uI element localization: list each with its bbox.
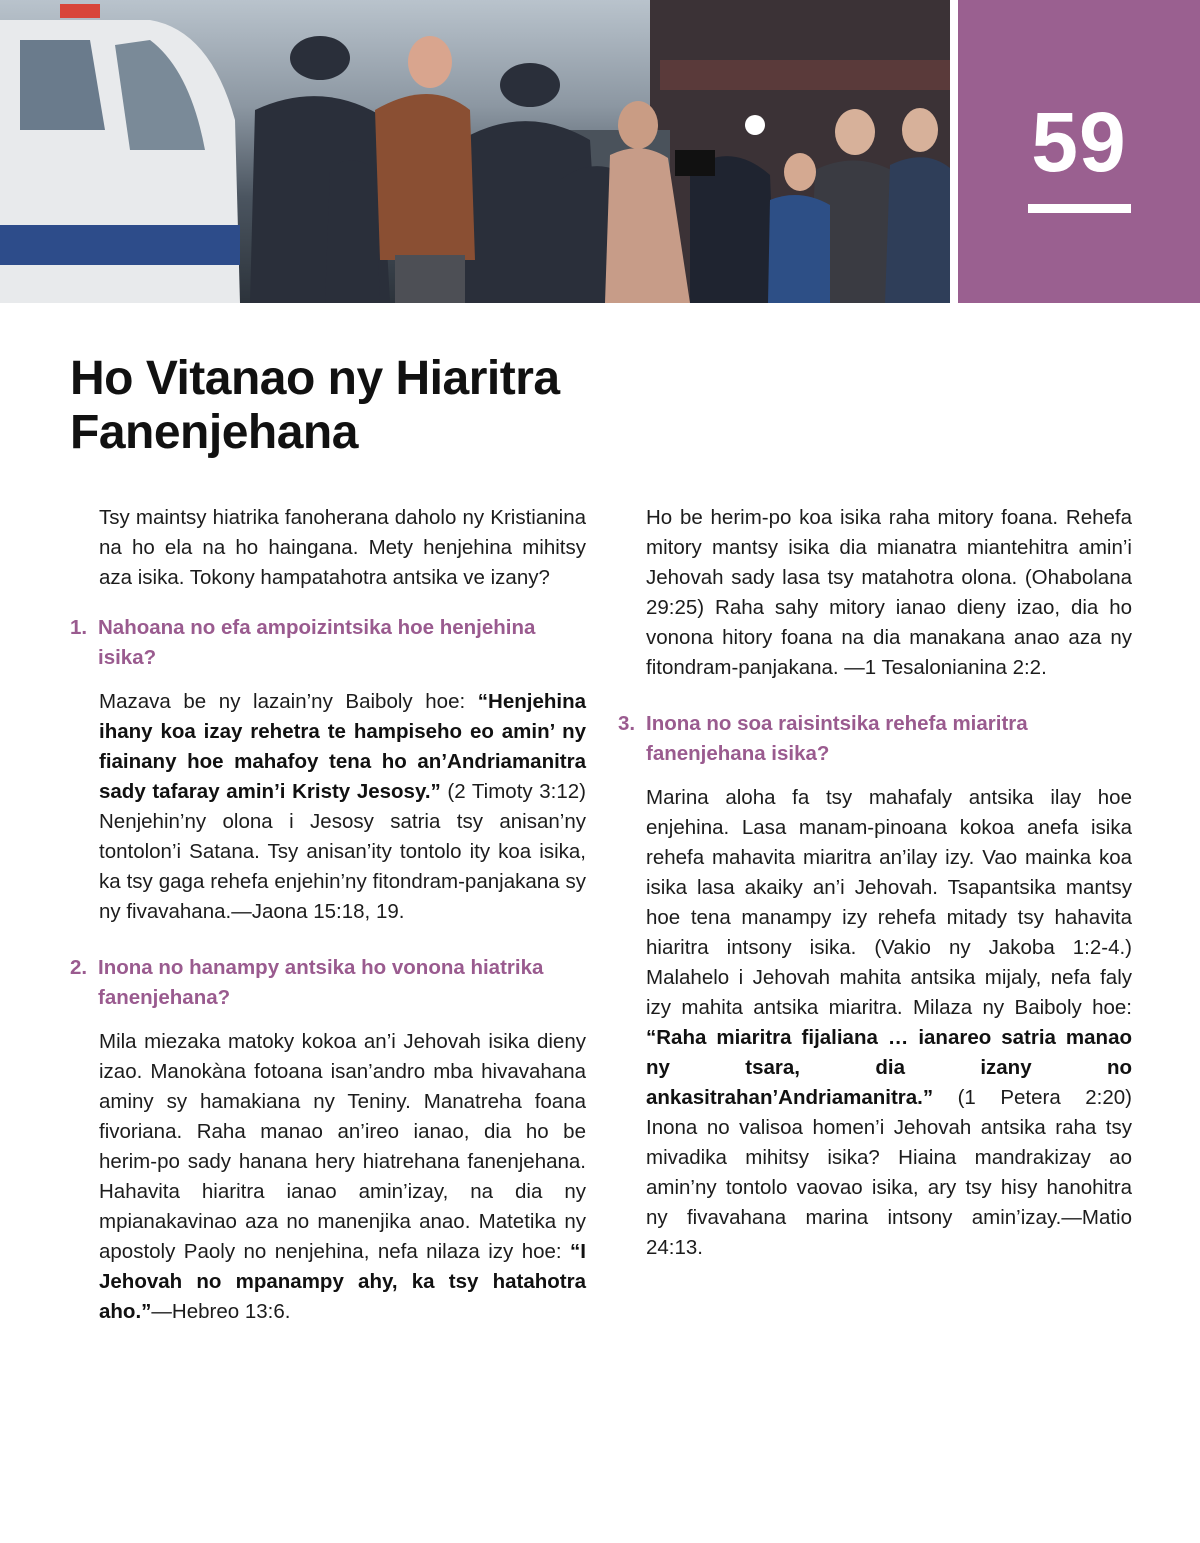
intro-paragraph: Tsy maintsy hiatrika fanoherana daholo ny Kristianina na ho ela na ho haingana. Mety henjehina mihitsy aza isika. Tokony hampatahotra antsika ve izany? <box>99 506 586 589</box>
right-column <box>618 503 1132 1263</box>
page-title-line2: Fanenjehana <box>70 406 358 459</box>
answer-1-text-a: Mazava be ny lazain’ny Baiboly hoe: <box>99 690 478 713</box>
lesson-number-box <box>958 0 1200 303</box>
answer-2-quote: “I Jehovah no mpanampy ahy, ka tsy hatahotra aho.” <box>99 1240 586 1323</box>
question-2 <box>70 953 586 1013</box>
answer-2-paragraph <box>70 1027 586 1327</box>
photo-scene <box>0 0 950 303</box>
question-1-number: 1. <box>70 616 88 639</box>
question-3-number: 3. <box>618 712 636 735</box>
page-title <box>70 352 710 460</box>
answer-2-text-a: Mila miezaka matoky kokoa an’i Jehovah isika dieny izao. Manokàna fotoana isan’andro mba hivavahana aminy sy hamakiana ny Teniny. Manatreha foana fivoriana. Raha manao an’ireo ianao, dia ho be herim-po sady hanana hery hiatrehana fanenjehana. Hahavita hiaritra ianao amin’izay, na dia ny mpianakavinao aza no manenjika anao. Matetika ny apostoly Paoly no nenjehina, nefa nilaza izy hoe: <box>99 1030 586 1263</box>
lesson-number: 59 <box>1031 95 1127 189</box>
answer-3-quote: “Raha miaritra fijaliana … ianareo satria manao ny tsara, dia izany no ankasitrahan’Andriamanitra.” <box>646 1026 1132 1109</box>
question-3-text: Inona no soa raisintsika rehefa miaritra fanenjehana isika? <box>646 712 1028 765</box>
question-1 <box>70 613 586 673</box>
answer-2-continued: Ho be herim-po koa isika raha mitory foana. Rehefa mitory mantsy isika dia mianatra miantehitra amin’i Jehovah sady lasa tsy matahotra olona. (Ohabolana 29:25) Raha sahy mitory ianao dieny izao, dia ho vonona hitory foana na dia manakana anao aza ny fitondram-panjakana. —1 Tesalonianina 2:2. <box>646 506 1132 679</box>
answer-3-text-b: (1 Petera 2:20) Inona no valisoa homen’i Jehovah antsika raha tsy mivadika mihitsy isika? Hiaina mandrakizay ao amin’ny tontolo vaovao isika, ary tsy hisy hanohitra ny fivavahana marina intsony amin’izay.—Matio 24:13. <box>646 1086 1132 1259</box>
question-3 <box>618 709 1132 769</box>
answer-1-paragraph <box>70 687 586 927</box>
answer-2-text-b: —Hebreo 13:6. <box>151 1300 291 1323</box>
question-1-text: Nahoana no efa ampoizintsika hoe henjehina isika? <box>98 616 536 669</box>
question-2-number: 2. <box>70 956 88 979</box>
answer-3-paragraph <box>618 783 1132 1263</box>
lesson-number-underline <box>1028 204 1131 213</box>
answer-1-quote: “Henjehina ihany koa izay rehetra te hampiseho eo amin’ ny fiainany hoe mahafoy tena ho an’Andriamanitra sady tafaray amin’i Kristy Jesosy.” <box>99 690 586 803</box>
answer-1-text-b: (2 Timoty 3:12) Nenjehin’ny olona i Jesosy satria tsy anisan’ny tontolon’i Satana. Tsy anisan’ity tontolo ity koa isika, ka tsy gaga rehefa enjehin’ny fitondram-panjakana sy ny fivavahana.—Jaona 15:18, 19. <box>99 780 586 923</box>
page-title-line1: Ho Vitanao ny Hiaritra <box>70 352 560 405</box>
answer-3-text-a: Marina aloha fa tsy mahafaly antsika ilay hoe enjehina. Lasa manam-pinoana kokoa anefa isika rehefa mahavita miaritra an’ilay izy. Vao mainka koa isika lasa akaiky an’i Jehovah. Tsapantsika mantsy hoe tena manampy izy rehefa mitady tsy hahavita hiaritra intsony isika. (Vakio ny Jakoba 1:2-4.) Malahelo i Jehovah mahita antsika mijaly, nefa faly izy mahita antsika miaritra. Milaza ny Baiboly hoe: <box>646 786 1132 1019</box>
question-2-text: Inona no hanampy antsika ho vonona hiatrika fanenjehana? <box>98 956 544 1009</box>
left-column <box>70 503 586 1327</box>
header-photo <box>0 0 950 303</box>
